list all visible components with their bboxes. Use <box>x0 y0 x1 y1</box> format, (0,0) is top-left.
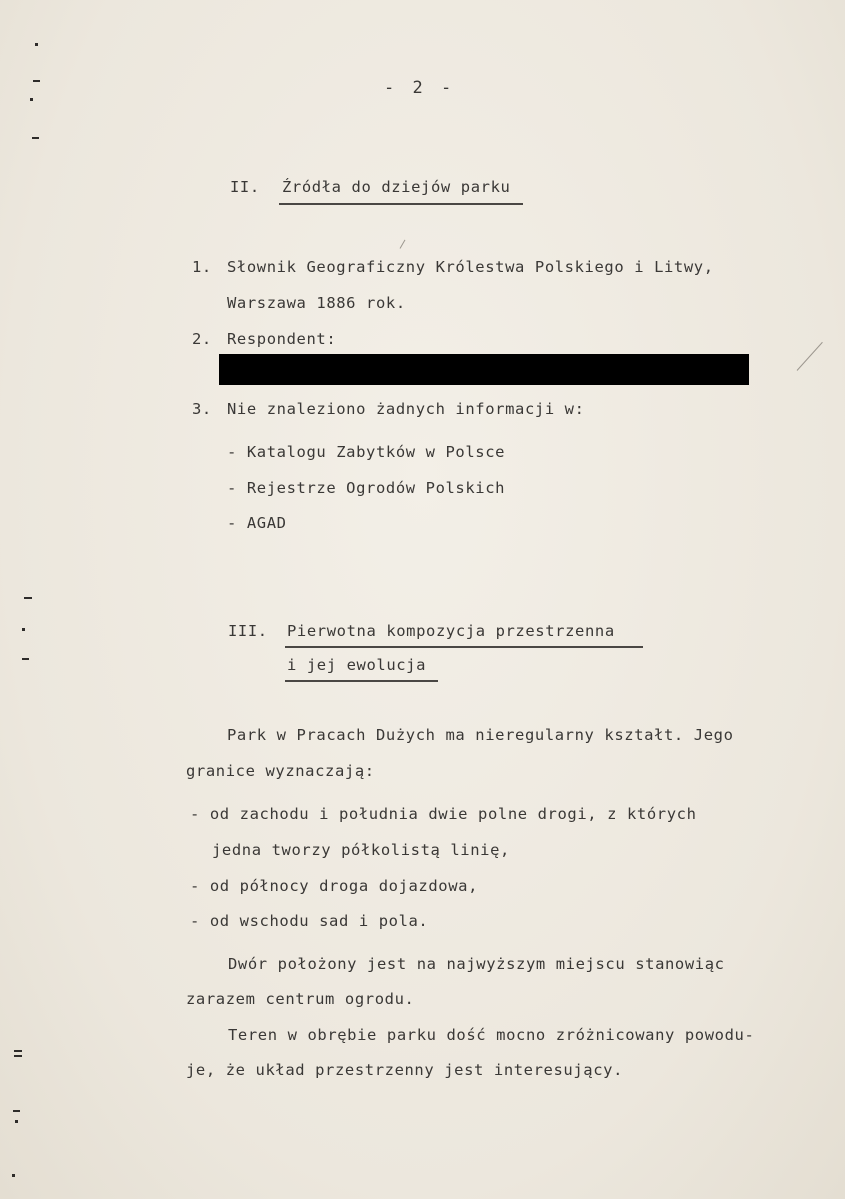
margin-mark <box>15 1120 18 1123</box>
margin-mark <box>22 628 25 631</box>
body-line: - od północy droga dojazdowa, <box>190 877 479 895</box>
page-number: - 2 - <box>384 78 456 98</box>
body-line: Teren w obrębie parku dość mocno zróżnicowany powodu- <box>228 1026 755 1044</box>
body-line: jedna tworzy półkolistą linię, <box>212 841 510 859</box>
margin-mark <box>32 137 39 139</box>
section-title-underline <box>285 680 438 682</box>
body-line: granice wyznaczają: <box>186 762 375 780</box>
list-item-text: Słownik Geograficzny Królestwa Polskiego i Litwy, <box>227 258 714 276</box>
list-item-text: Warszawa 1886 rok. <box>227 294 406 312</box>
section-title: Pierwotna kompozycja przestrzenna <box>287 622 615 640</box>
list-number: 3. <box>192 400 212 418</box>
body-line: Dwór położony jest na najwyższym miejscu stanowiąc <box>228 955 725 973</box>
sublist-item: - Rejestrze Ogrodów Polskich <box>227 479 506 497</box>
body-line: je, że układ przestrzenny jest interesujący. <box>186 1061 623 1079</box>
body-line: - od zachodu i południa dwie polne drogi, z których <box>190 805 697 823</box>
section-title: Źródła do dziejów parku <box>282 178 511 196</box>
sublist-item: - AGAD <box>227 514 287 532</box>
section-numeral: III. <box>228 622 268 640</box>
body-line: - od wschodu sad i pola. <box>190 912 429 930</box>
margin-mark <box>35 43 38 46</box>
body-line: Park w Pracach Dużych ma nieregularny kształt. Jego <box>227 726 734 744</box>
margin-mark <box>14 1050 22 1052</box>
redaction-bar <box>219 354 749 385</box>
margin-mark <box>22 658 29 660</box>
list-item-text: Respondent: <box>227 330 337 348</box>
section-title-underline <box>279 203 523 205</box>
sublist-item: - Katalogu Zabytków w Polsce <box>227 443 506 461</box>
margin-mark <box>14 1055 22 1057</box>
section-numeral: II. <box>230 178 260 196</box>
pencil-stroke <box>797 342 823 371</box>
body-line: zarazem centrum ogrodu. <box>186 990 415 1008</box>
margin-mark <box>30 98 33 101</box>
list-item-text: Nie znaleziono żadnych informacji w: <box>227 400 585 418</box>
pencil-stroke <box>400 240 406 249</box>
margin-mark <box>33 80 40 82</box>
margin-mark <box>24 597 32 599</box>
list-number: 1. <box>192 258 212 276</box>
section-title: i jej ewolucja <box>287 656 427 674</box>
list-number: 2. <box>192 330 212 348</box>
section-title-underline <box>285 646 643 648</box>
margin-mark <box>12 1174 15 1177</box>
margin-mark <box>13 1110 20 1112</box>
